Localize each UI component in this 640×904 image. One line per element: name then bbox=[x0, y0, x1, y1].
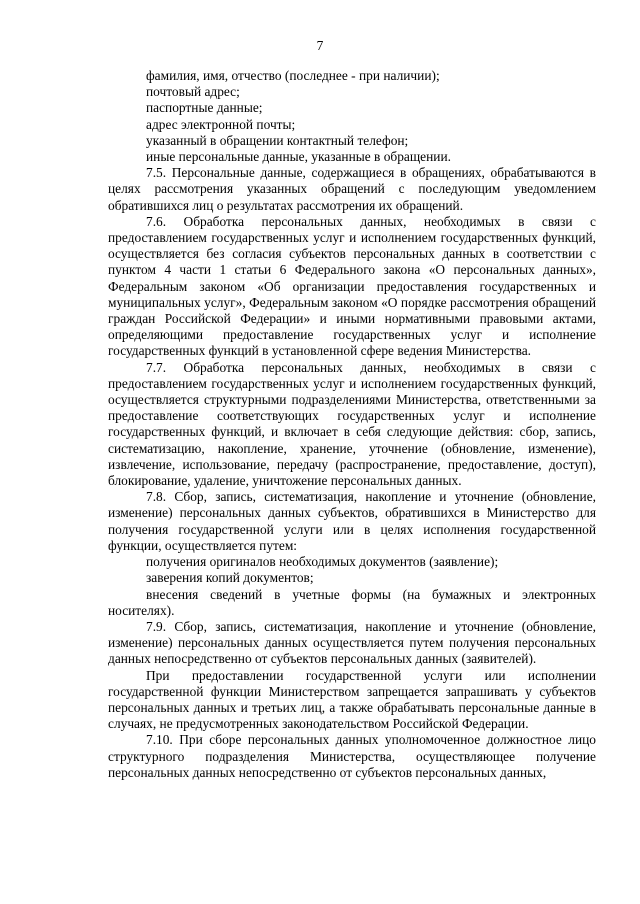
paragraph-7-8: 7.8. Сбор, запись, систематизация, накопление и уточнение (обновление, изменение) персональных данных субъектов, обратившихся в Министерство для получения государственной услуги или в целях исполнения государственной функции, осуществляется путем: bbox=[108, 489, 596, 553]
list-item: иные персональные данные, указанные в обращении. bbox=[146, 149, 451, 165]
paragraph-7-10: 7.10. При сборе персональных данных уполномоченное должностное лицо структурного подразделения Министерства, осуществляющее получение персональных данных непосредственно от субъектов персональных данных, bbox=[108, 732, 596, 780]
list-item: паспортные данные; bbox=[146, 100, 263, 116]
paragraph-7-7: 7.7. Обработка персональных данных, необходимых в связи с предоставлением государственных услуг и исполнением государственных функций, осуществляется структурными подразделениями Министерства, ответственными за предоставление соответствующих государственных услуг и исполнение государственных функций, и включает в себя следующие действия: сбор, запись, систематизацию, накопление, хранение, уточнение (обновление, изменение), извлечение, использование, передачу (распространение, предоставление, доступ), блокирование, удаление, уничтожение персональных данных. bbox=[108, 359, 596, 489]
list-item: внесения сведений в учетные формы (на бумажных и электронных носителях). bbox=[108, 586, 596, 618]
list-item: почтовый адрес; bbox=[146, 84, 240, 100]
document-body bbox=[108, 68, 596, 781]
paragraph-7-6: 7.6. Обработка персональных данных, необходимых в связи с предоставлением государственных услуг и исполнением государственных функций, осуществляется без согласия субъектов персональных данных в соответствии с пунктом 4 части 1 статьи 6 Федерального закона «О персональных данных», Федеральным законом «Об организации предоставления государственных и муниципальных услуг», Федеральным законом «О порядке рассмотрения обращений граждан Российской Федерации» и иными нормативными правовыми актами, определяющими предоставление государственных услуг и исполнение государственных функций в установленной сфере ведения Министерства. bbox=[108, 213, 596, 359]
paragraph-7-9: 7.9. Сбор, запись, систематизация, накопление и уточнение (обновление, изменение) персональных данных осуществляется путем получения персональных данных непосредственно от субъектов персональных данных (заявителей). bbox=[108, 618, 596, 667]
list-item: указанный в обращении контактный телефон; bbox=[146, 132, 409, 148]
paragraph-7-5: 7.5. Персональные данные, содержащиеся в обращениях, обрабатываются в целях рассмотрения указанных обращений с последующим уведомлением обратившихся лиц о результатах рассмотрения их обращений. bbox=[108, 165, 596, 213]
paragraph-prohibition: При предоставлении государственной услуги или исполнении государственной функции Министерством запрещается запрашивать у субъектов персональных данных и третьих лиц, а также обрабатывать персональные данные в случаях, не предусмотренных законодательством Российской Федерации. bbox=[108, 667, 596, 732]
list-item: фамилия, имя, отчество (последнее - при наличии); bbox=[146, 68, 440, 83]
list-item: получения оригиналов необходимых документов (заявление); bbox=[146, 554, 499, 570]
list-item: адрес электронной почты; bbox=[146, 116, 296, 132]
list-item: заверения копий документов; bbox=[146, 570, 314, 586]
page-number: 7 bbox=[316, 38, 324, 53]
